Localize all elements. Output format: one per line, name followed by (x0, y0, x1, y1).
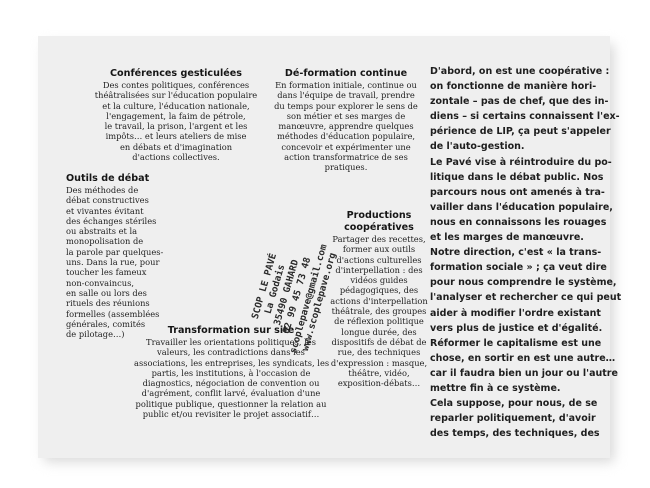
right-column-text: D'abord, on est une coopérative : on fonctionne de manière hori- zontale – pas de chef, que des in- diens – si certains connaissent l'ex- périence de LIP, ça peut s'appeler de l'auto-gestion. Le Pavé vise à réintroduire du po- litique dans le débat public. Nos parcours nous ont amenés à tra- vailler dans l'éducation populaire, nous en connaissons les rouages et les marges de manœuvre. Notre direction, c'est « la trans- formation sociale » ; ça veut dire pour nous comprendre le système, l'analyser et rechercher ce qui peut aider à modifier l'ordre existant vers plus de justice et d'égalité. Réformer le capitalisme est une chose, en sortir en est une autre… car il faudra bien un jour ou l'autre mettre fin à ce système. Cela suppose, pour nous, de se reparler politiquement, d'avoir des temps, des techniques, des (430, 66, 622, 440)
deformation-title: Dé-formation continue (284, 68, 408, 79)
outils-title: Outils de débat (66, 173, 150, 184)
conferences-title: Conférences gesticulées (110, 68, 242, 79)
productions-text: Partager des recettes, former aux outils d'actions culturelles d'interpellation : des vidéos guides pédagogiques, des actions d'interpellation théâtrale, des groupes de réflexion politique longue durée, des dispositifs de débat de rue, des techniques d'expression : masque, théâtre, vidéo, exposition-débats… (330, 234, 428, 389)
outils-block (66, 173, 196, 339)
transformation-title: Transformation sur site (167, 325, 295, 336)
flyer-card (38, 36, 622, 458)
outils-text: Des méthodes de débat constructives et vivantes évitant des échanges stériles ou abstraits et la monopolisation de la parole par quelques- uns. Dans la rue, pour toucher les fameux non-convaincus, en salle ou lors des rituels des réunions formelles (assemblées générales, comités de pilotage…) (66, 185, 164, 340)
conferences-text: Des contes politiques, conférences théâtralisées sur l'éducation populaire et la culture, l'éducation nationale, l'engagement, la faim de pétrole, le travail, la prison, l'argent et les impôts… et leurs ateliers de mise en débats et d'imagination d'actions collectives. (94, 80, 258, 163)
conferences-block (76, 68, 276, 162)
deformation-block (260, 68, 432, 173)
address-stamp: SCOP LE PAVÉ La Godais 35490 GAHARD 02 99 45 73 48 scoplepave@gmail.com www.scoplepave.org (249, 243, 339, 355)
transformation-text: Travailler les orientations politiques, les valeurs, les contradictions dans les associations, les entreprises, les syndicats, les partis, les institutions, à l'occasion de diagnostics, négociation de convention ou d'agrément, conflit larvé, évaluation d'une politique publique, questionner la relation au public et/ou revisiter le projet associatif… (134, 337, 330, 420)
productions-title: Productions coopératives (344, 210, 414, 233)
productions-block (322, 210, 436, 388)
deformation-text: En formation initiale, continue ou dans l'équipe de travail, prendre du temps pour explorer le sens de son métier et ses marges de manœuvre, apprendre quelques méthodes d'éducation populaire, concevoir et expérimenter une action transformatrice de ses pratiques. (274, 80, 418, 173)
